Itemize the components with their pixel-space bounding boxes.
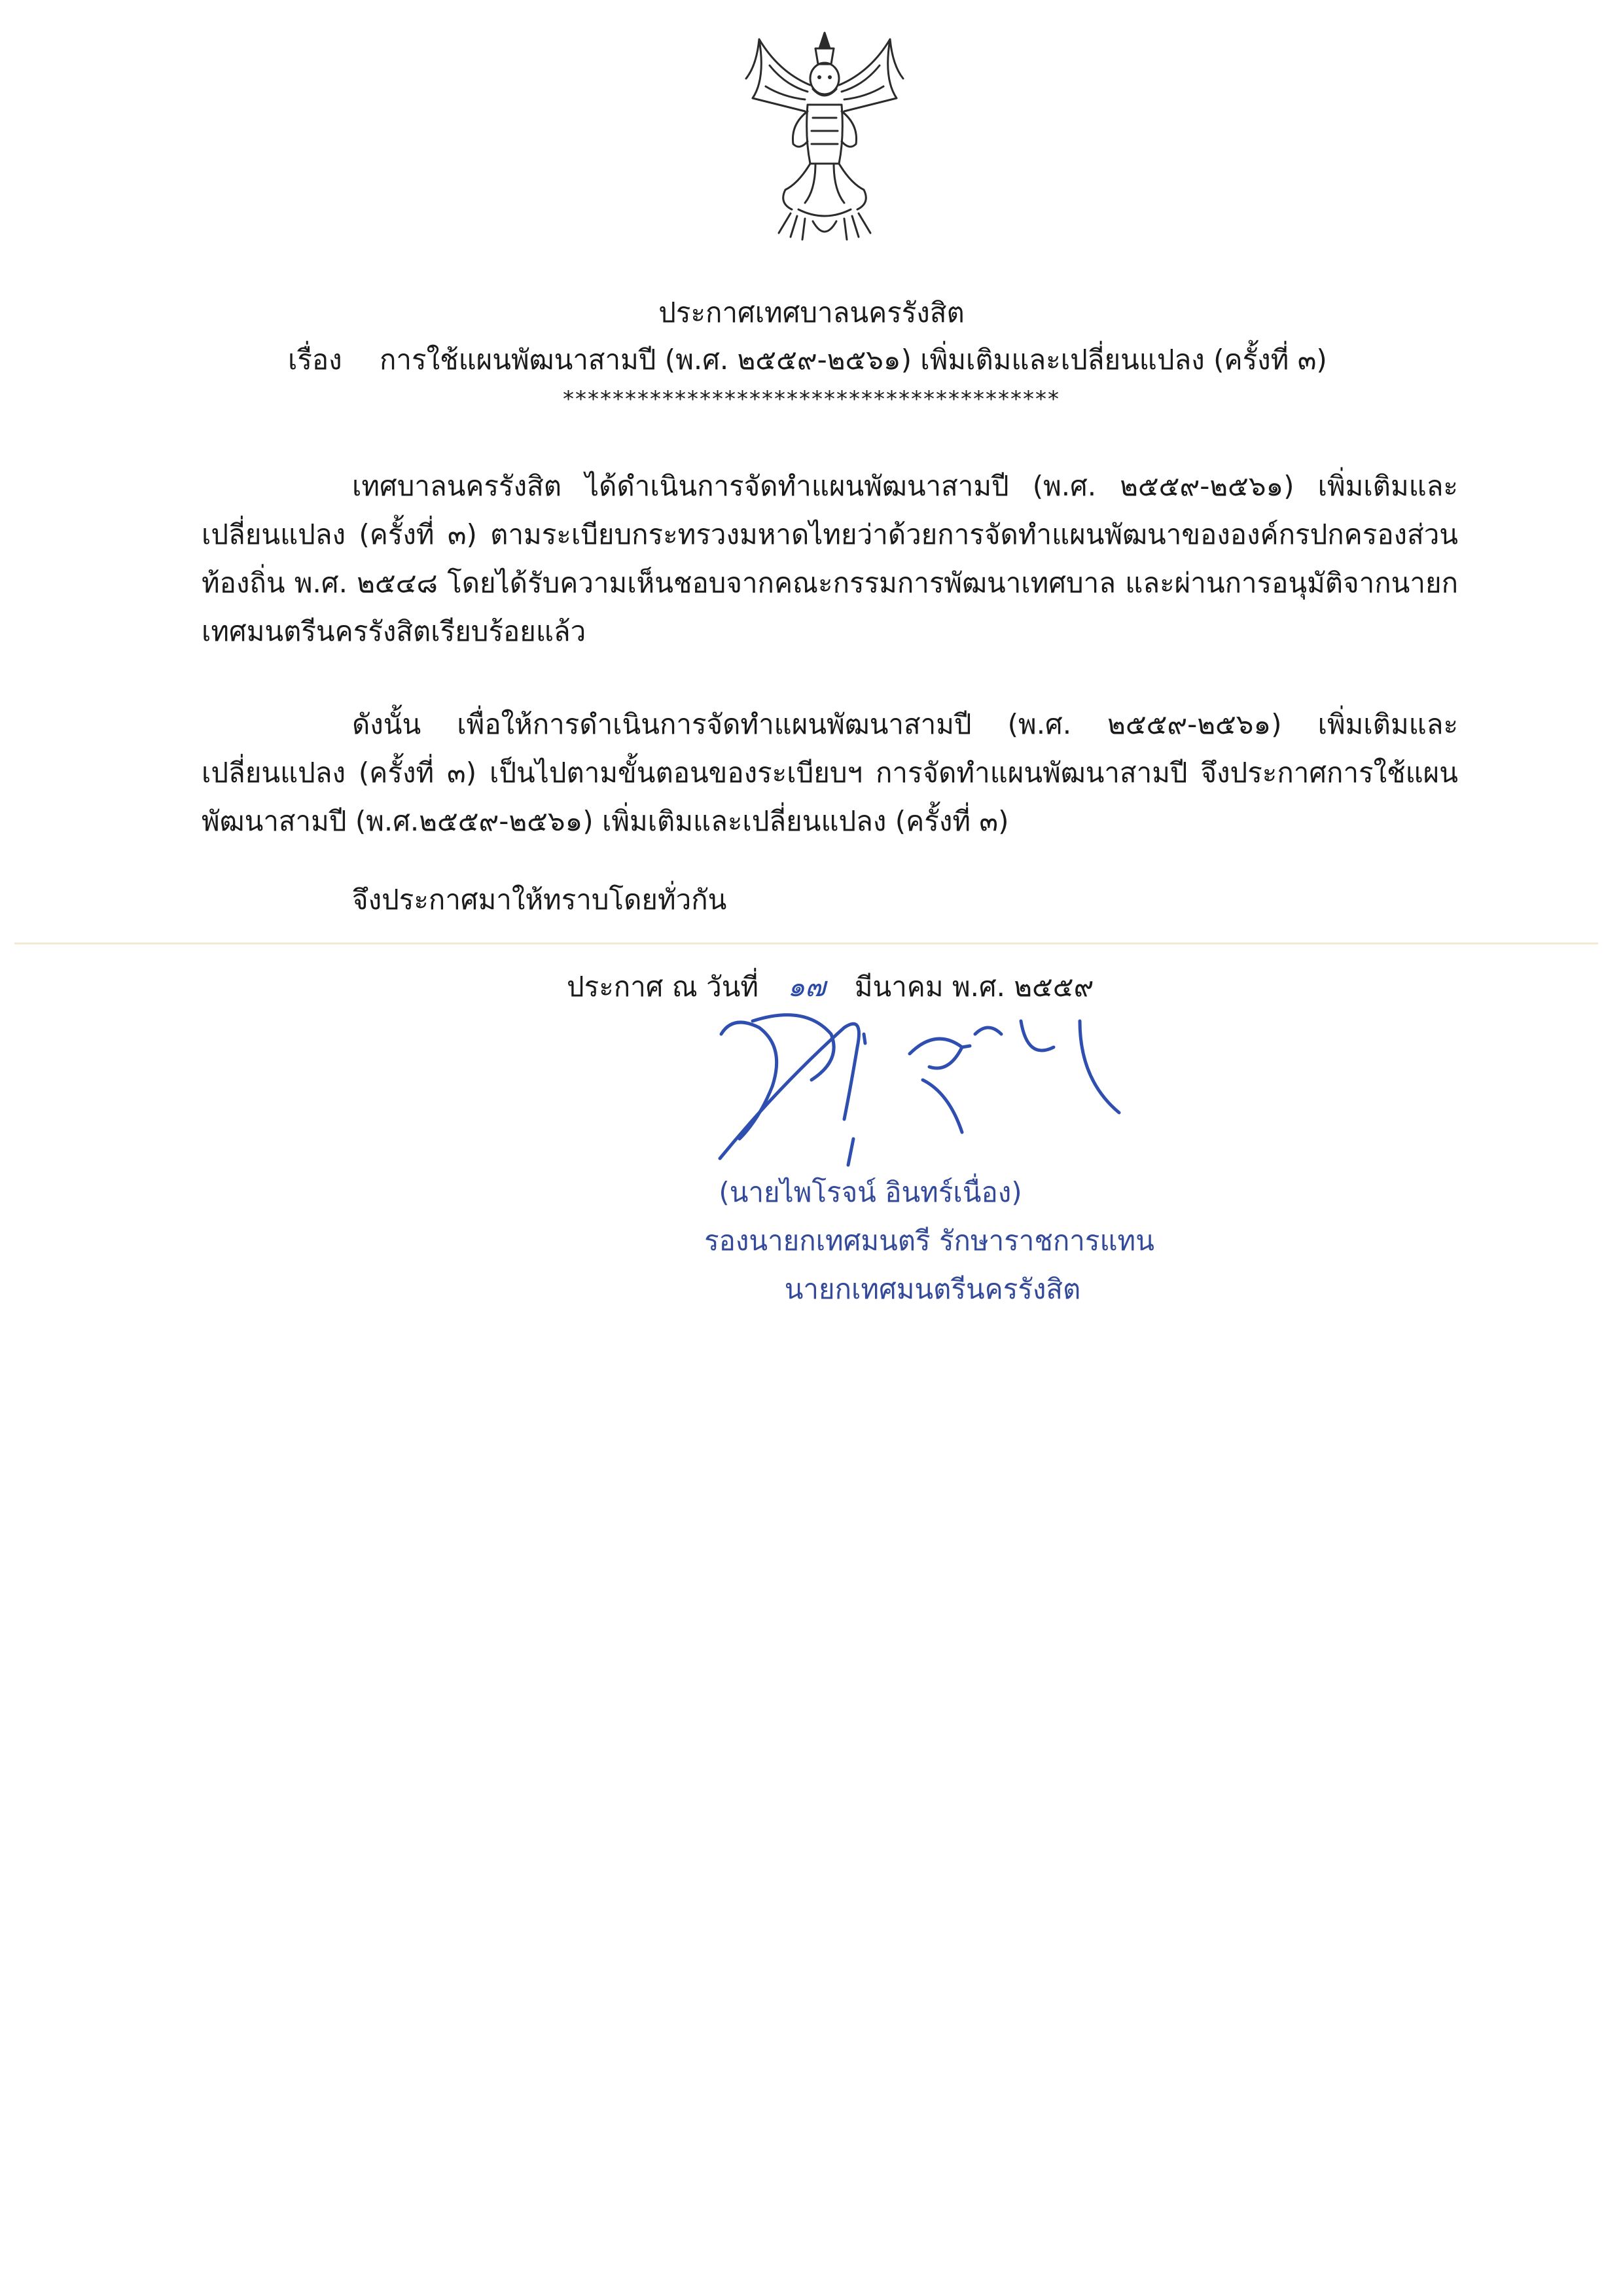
signatory-position-1: รองนายกเทศมนตรี รักษาราชการแทน (704, 1225, 1154, 1257)
separator-line: **************************************** (563, 386, 1060, 412)
subject-text: การใช้แผนพัฒนาสามปี (พ.ศ. ๒๕๕๙-๒๕๖๑) เพิ่มเติมและเปลี่ยนแปลง (ครั้งที่ ๓) (380, 344, 1327, 376)
date-day: ๑๗ (787, 971, 826, 1003)
paragraph-1-text: เทศบาลนครรังสิต ได้ดำเนินการจัดทำแผนพัฒนาสามปี (พ.ศ. ๒๕๕๙-๒๕๖๑) เพิ่มเติมและเปลี่ยนแปลง (ครั้งที่ ๓) ตามระเบียบกระทรวงมหาดไทยว่าด้วยการจัดทำแผนพัฒนาขององค์กรปกครองส่วนท้องถิ่น พ.ศ. ๒๕๔๘ โดยได้รับความเห็นชอบจากคณะกรรมการพัฒนาเทศบาล และผ่านการอนุมัติจากนายกเทศมนตรีนครรังสิตเรียบร้อยแล้ว (202, 470, 1458, 647)
garuda-emblem-icon (740, 26, 910, 249)
scan-artifact-line (14, 942, 1598, 944)
signatory-position-2: นายกเทศมนตรีนครรังสิต (784, 1273, 1081, 1305)
subject-label: เรื่อง (288, 344, 342, 376)
signatory-name: (นายไพโรจน์ อินทร์เนื่อง) (719, 1176, 1022, 1208)
body-paragraph-1 (202, 462, 1458, 656)
body-paragraph-2 (202, 700, 1458, 846)
date-month-year: มีนาคม พ.ศ. ๒๕๕๙ (854, 971, 1094, 1003)
paragraph-3-text: จึงประกาศมาให้ทราบโดยทั่วกัน (352, 884, 727, 916)
body-paragraph-3 (202, 876, 1458, 924)
handwritten-signature (713, 1008, 1139, 1198)
date-prefix: ประกาศ ณ วันที่ (567, 971, 759, 1003)
announcement-subject (288, 340, 1400, 380)
announcement-date (567, 967, 1094, 1007)
announcement-title: ประกาศเทศบาลนครรังสิต (658, 296, 965, 329)
paragraph-2-text: ดังนั้น เพื่อให้การดำเนินการจัดทำแผนพัฒนาสามปี (พ.ศ. ๒๕๕๙-๒๕๖๑) เพิ่มเติมและเปลี่ยนแปลง (ครั้งที่ ๓) เป็นไปตามขั้นตอนของระเบียบฯ การจัดทำแผนพัฒนาสามปี จึงประกาศการใช้แผนพัฒนาสามปี (พ.ศ.๒๕๕๙-๒๕๖๑) เพิ่มเติมและเปลี่ยนแปลง (ครั้งที่ ๓) (202, 708, 1458, 837)
